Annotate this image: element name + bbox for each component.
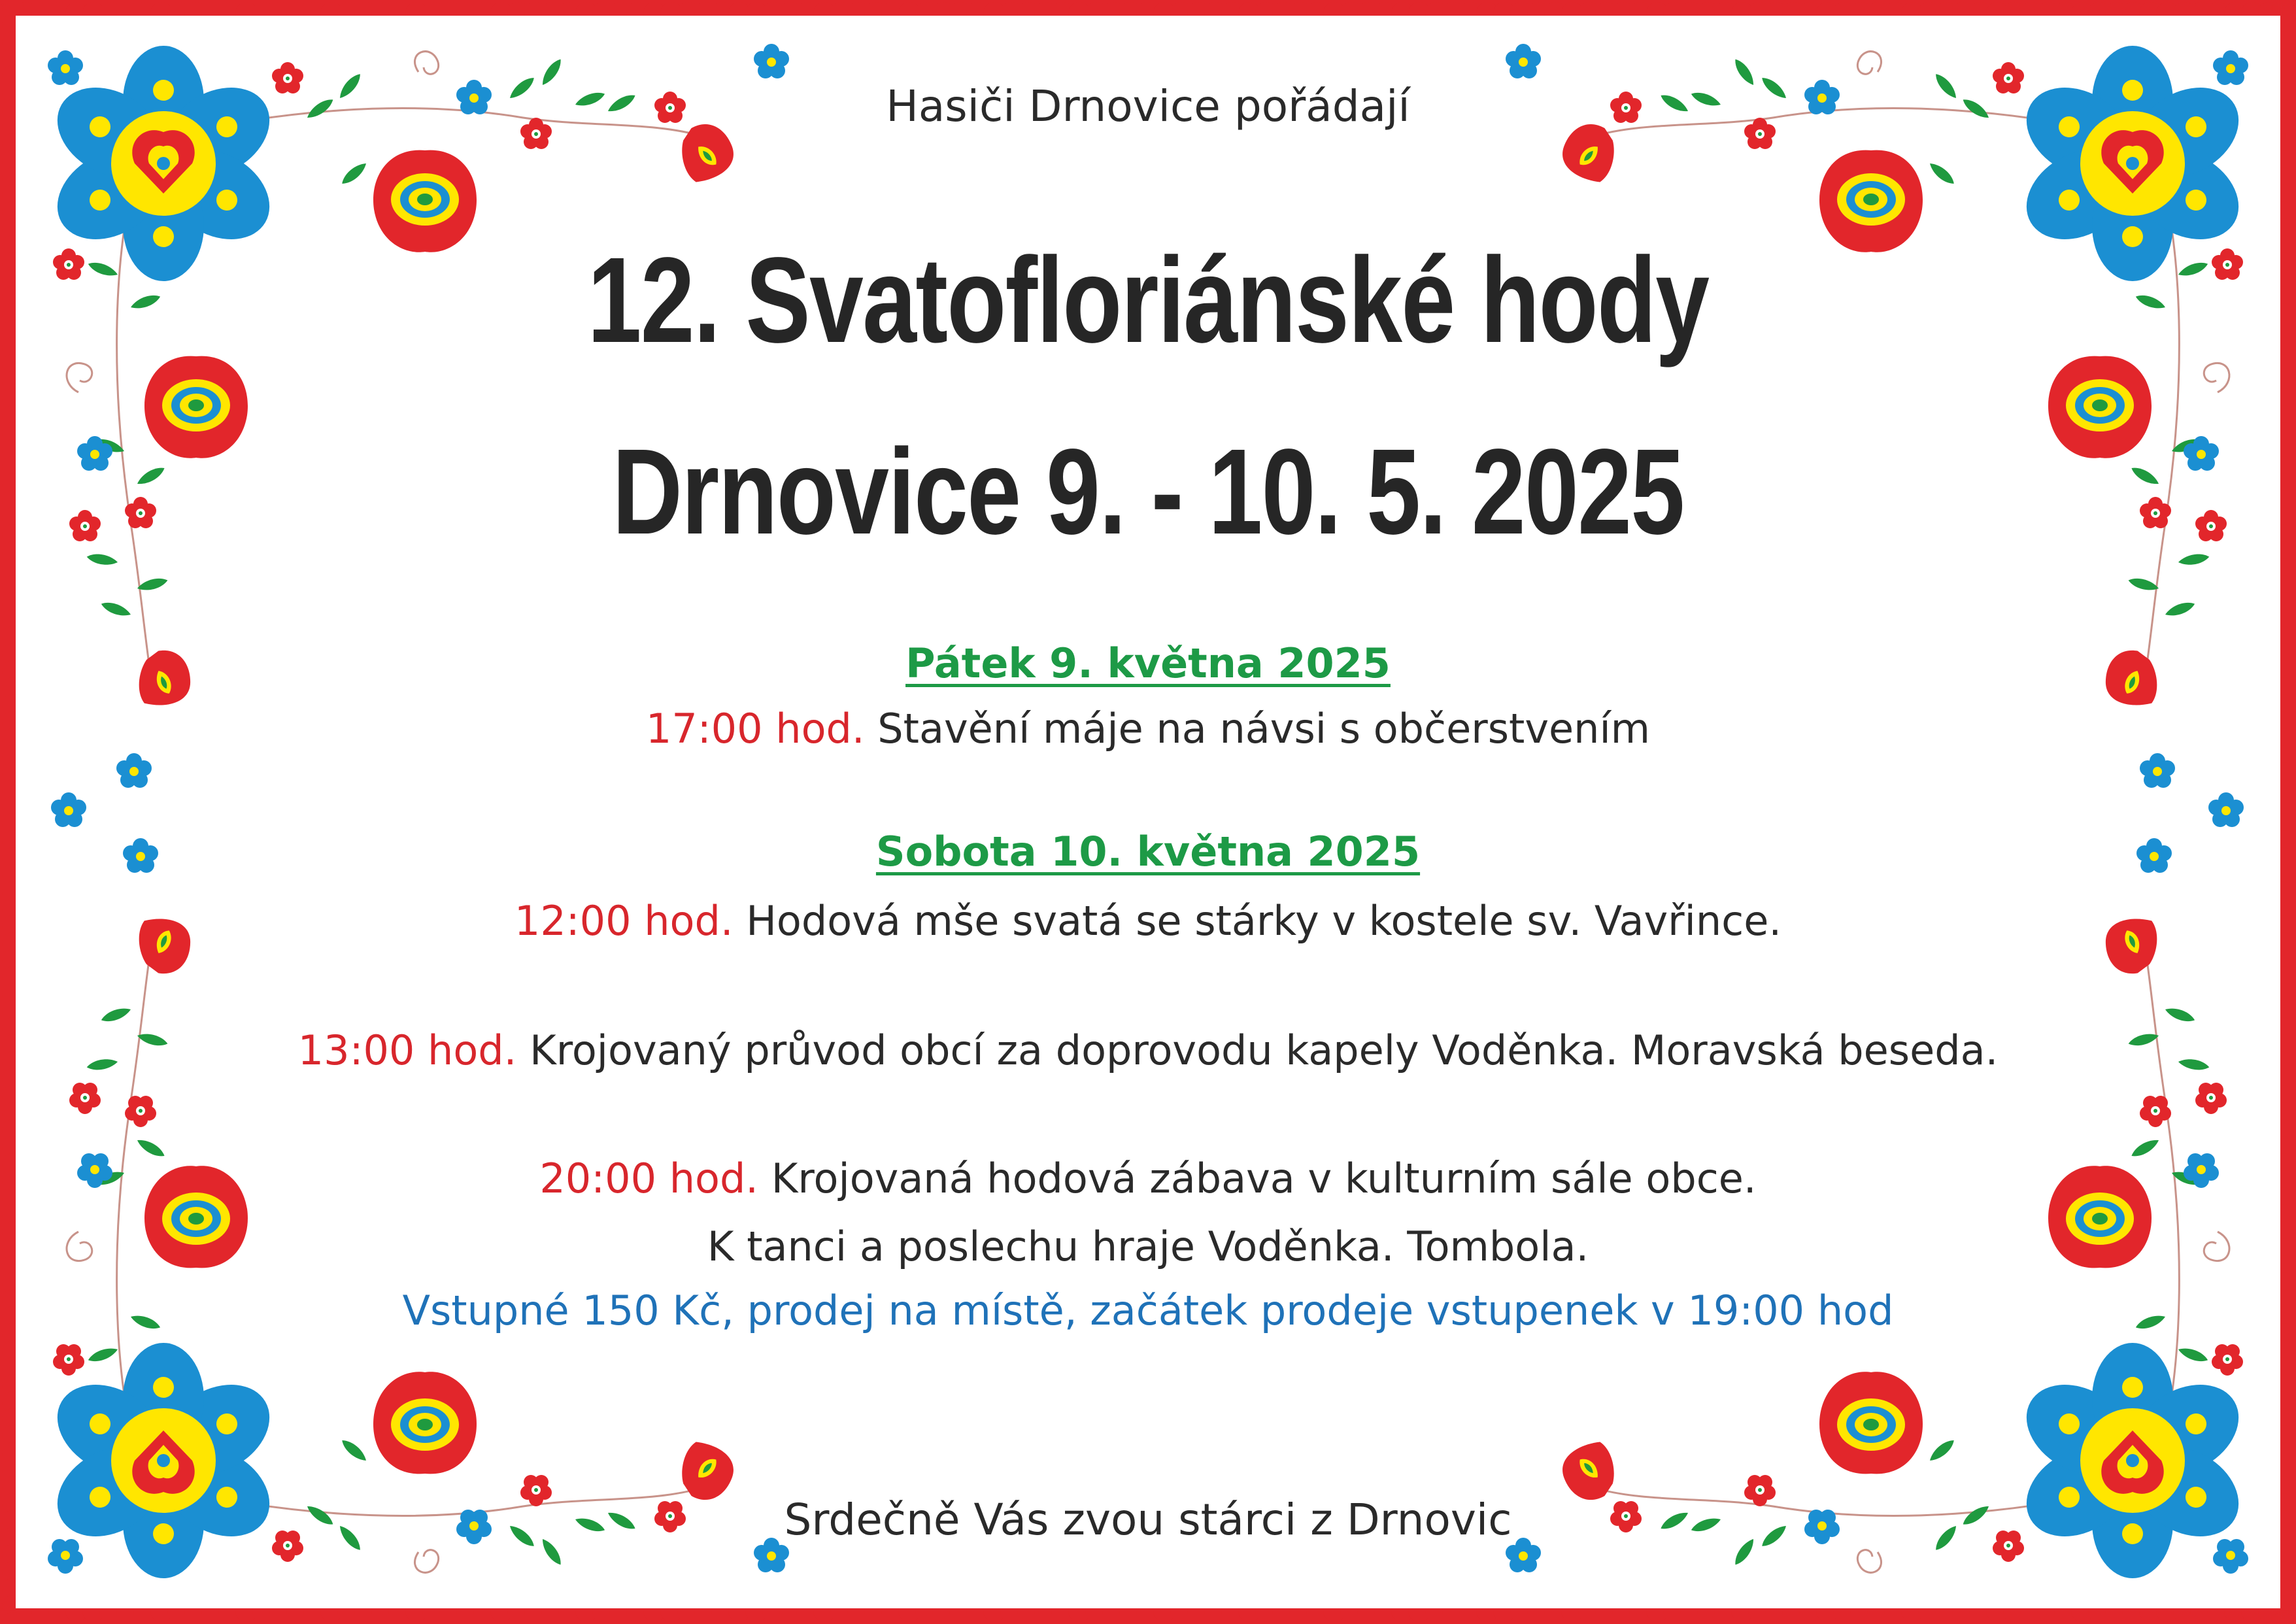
event-time: 17:00 hod. (645, 705, 865, 753)
event-text: Stavění máje na návsi s občerstvením (877, 705, 1651, 753)
organizer-text: Hasiči Drnovice pořádají (886, 81, 1410, 131)
title-line-1: 12. Svatofloriánské hody (587, 233, 1709, 368)
friday-heading: Pátek 9. května 2025 (905, 639, 1391, 687)
event-text: Krojovaná hodová zábava v kulturním sále obce. (771, 1155, 1757, 1202)
title-line-2: Drnovice 9. - 10. 5. 2025 (612, 424, 1684, 560)
event-friday-1 (0, 700, 2296, 758)
saturday-heading: Sobota 10. května 2025 (875, 828, 1421, 875)
admission-info: Vstupné 150 Kč, prodej na místě, začátek prodeje vstupenek v 19:00 hod (402, 1287, 1894, 1334)
event-time: 20:00 hod. (539, 1155, 759, 1202)
event-text: Hodová mše svatá se stárky v kostele sv. Vavřince. (746, 897, 1782, 945)
event-saturday-1 (0, 892, 2296, 951)
music-tombola-line: K tanci a poslechu hraje Voděnka. Tombola. (707, 1223, 1589, 1270)
event-time: 12:00 hod. (514, 897, 734, 945)
event-time: 13:00 hod. (297, 1026, 517, 1074)
event-saturday-2 (0, 1021, 2296, 1080)
event-text: Krojovaný průvod obcí za doprovodu kapely Voděnka. Moravská beseda. (530, 1026, 1999, 1074)
invitation-text: Srdečně Vás zvou stárci z Drnovic (784, 1495, 1512, 1545)
event-saturday-3 (0, 1149, 2296, 1208)
